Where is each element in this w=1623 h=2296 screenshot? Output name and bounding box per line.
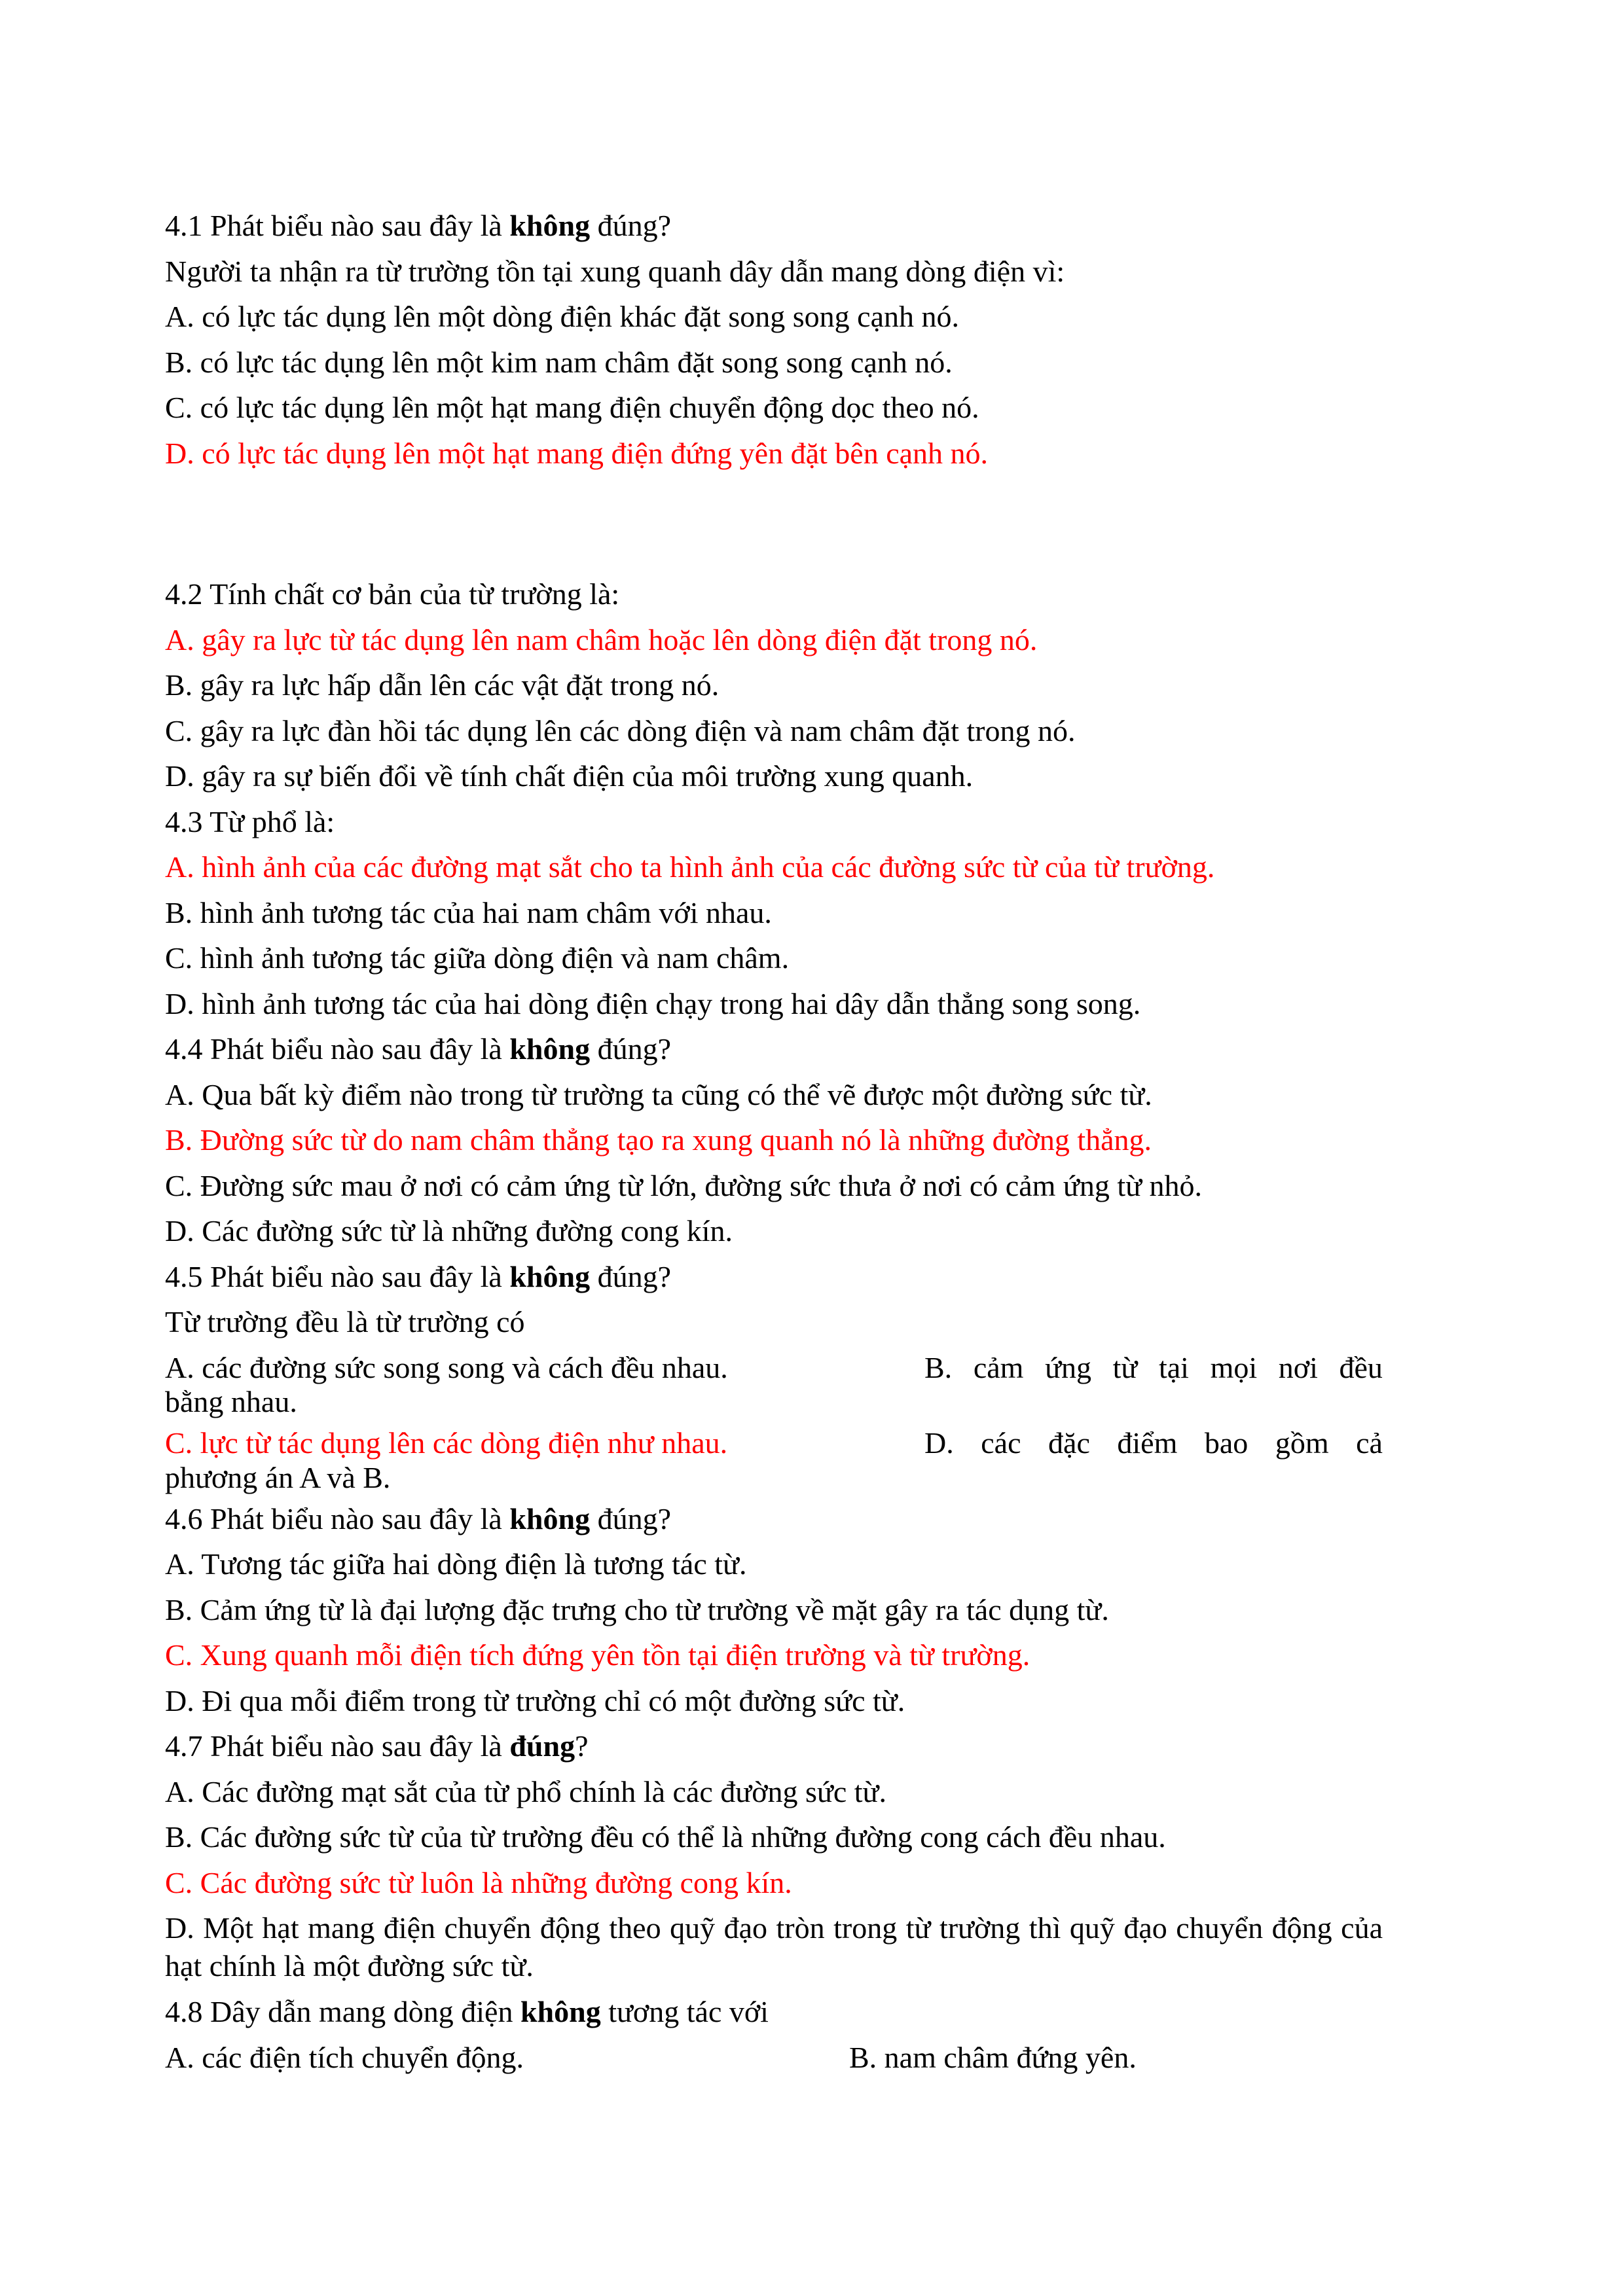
question-4-8 xyxy=(165,1989,1383,2080)
option-d: D. gây ra sự biến đổi về tính chất điện của môi trường xung quanh. xyxy=(165,759,974,793)
question-4-1 xyxy=(165,203,1383,476)
option-c: C. hình ảnh tương tác giữa dòng điện và nam châm. xyxy=(165,941,790,975)
question-4-2 xyxy=(165,571,1383,799)
option-b: B. Các đường sức từ của từ trường đều có thể là những đường cong cách đều nhau. xyxy=(165,1820,1166,1854)
question-4-7 xyxy=(165,1723,1383,1985)
option-c: C. có lực tác dụng lên một hạt mang điện chuyển động dọc theo nó. xyxy=(165,391,979,424)
question-prompt: 4.2 Tính chất cơ bản của từ trường là: xyxy=(165,577,620,611)
option-d: D. Đi qua mỗi điểm trong từ trường chỉ có một đường sức từ. xyxy=(165,1683,905,1717)
question-prompt: 4.5 Phát biểu nào sau đây là không đúng? xyxy=(165,1259,671,1293)
question-list xyxy=(165,203,1383,2080)
option-b: B. hình ảnh tương tác của hai nam châm với nhau. xyxy=(165,895,772,929)
option-a: A. Qua bất kỳ điểm nào trong từ trường ta cũng có thể vẽ được một đường sức từ. xyxy=(165,1077,1152,1111)
option-b: B. nam châm đứng yên. xyxy=(849,2040,1137,2074)
option-a: A. các điện tích chuyển động. xyxy=(165,2040,524,2074)
option-a: A. các đường sức song song và cách đều nhau. xyxy=(165,1350,728,1384)
option-d: D. Các đường sức từ là những đường cong kín. xyxy=(165,1214,733,1247)
option-c-answer: C. lực từ tác dụng lên các dòng điện như nhau. xyxy=(165,1426,728,1460)
option-c: C. gây ra lực đàn hồi tác dụng lên các dòng điện và nam châm đặt trong nó. xyxy=(165,713,1076,747)
question-4-4 xyxy=(165,1026,1383,1254)
question-4-6 xyxy=(165,1496,1383,1724)
options-row-ab xyxy=(165,2035,1383,2081)
question-stem: Từ trường đều là từ trường có xyxy=(165,1305,525,1338)
question-prompt: 4.8 Dây dẫn mang dòng điện không tương tác với xyxy=(165,1995,769,2028)
option-b-continued: bằng nhau. xyxy=(165,1385,297,1418)
option-a: A. Tương tác giữa hai dòng điện là tương tác từ. xyxy=(165,1547,747,1581)
question-prompt: 4.7 Phát biểu nào sau đây là đúng? xyxy=(165,1729,589,1763)
option-b: B. cảm ứng từ tại mọi nơi đều xyxy=(924,1350,1383,1384)
question-4-3 xyxy=(165,799,1383,1027)
option-b: B. Cảm ứng từ là đại lượng đặc trưng cho từ trường về mặt gây ra tác dụng từ. xyxy=(165,1592,1109,1626)
option-c-answer: C. Các đường sức từ luôn là những đường cong kín. xyxy=(165,1865,792,1899)
options-row-ab xyxy=(165,1345,1383,1391)
option-a-answer: A. hình ảnh của các đường mạt sắt cho ta hình ảnh của các đường sức từ của từ trường. xyxy=(165,850,1215,884)
question-prompt: 4.1 Phát biểu nào sau đây là không đúng? xyxy=(165,209,671,242)
option-b: B. gây ra lực hấp dẫn lên các vật đặt trong nó. xyxy=(165,668,720,702)
option-c: C. Đường sức mau ở nơi có cảm ứng từ lớn, đường sức thưa ở nơi có cảm ứng từ nhỏ. xyxy=(165,1168,1203,1202)
option-a: A. Các đường mạt sắt của từ phổ chính là các đường sức từ. xyxy=(165,1774,886,1808)
question-prompt: 4.6 Phát biểu nào sau đây là không đúng? xyxy=(165,1501,671,1535)
question-prompt: 4.4 Phát biểu nào sau đây là không đúng? xyxy=(165,1032,671,1066)
option-d-answer: D. có lực tác dụng lên một hạt mang điện đứng yên đặt bên cạnh nó. xyxy=(165,436,989,470)
option-d-continued: phương án A và B. xyxy=(165,1460,391,1494)
option-b: B. có lực tác dụng lên một kim nam châm đặt song song cạnh nó. xyxy=(165,345,953,379)
spacer xyxy=(165,476,1383,571)
question-4-5 xyxy=(165,1254,1383,1496)
option-a: A. có lực tác dụng lên một dòng điện khác đặt song song cạnh nó. xyxy=(165,300,960,333)
option-c-answer: C. Xung quanh mỗi điện tích đứng yên tồn tại điện trường và từ trường. xyxy=(165,1638,1030,1672)
question-prompt: 4.3 Từ phổ là: xyxy=(165,804,335,838)
option-b-answer: B. Đường sức từ do nam châm thẳng tạo ra xung quanh nó là những đường thẳng. xyxy=(165,1123,1152,1157)
option-a-answer: A. gây ra lực từ tác dụng lên nam châm hoặc lên dòng điện đặt trong nó. xyxy=(165,622,1038,656)
question-stem: Người ta nhận ra từ trường tồn tại xung quanh dây dẫn mang dòng điện vì: xyxy=(165,254,1065,288)
option-d: D. hình ảnh tương tác của hai dòng điện chạy trong hai dây dẫn thẳng song song. xyxy=(165,986,1141,1020)
option-d: D. các đặc điểm bao gồm cả xyxy=(924,1426,1383,1460)
option-d: D. Một hạt mang điện chuyển động theo quỹ đạo tròn trong từ trường thì quỹ đạo chuyển động của hạt chính là một đường sức từ. xyxy=(165,1911,1383,1982)
